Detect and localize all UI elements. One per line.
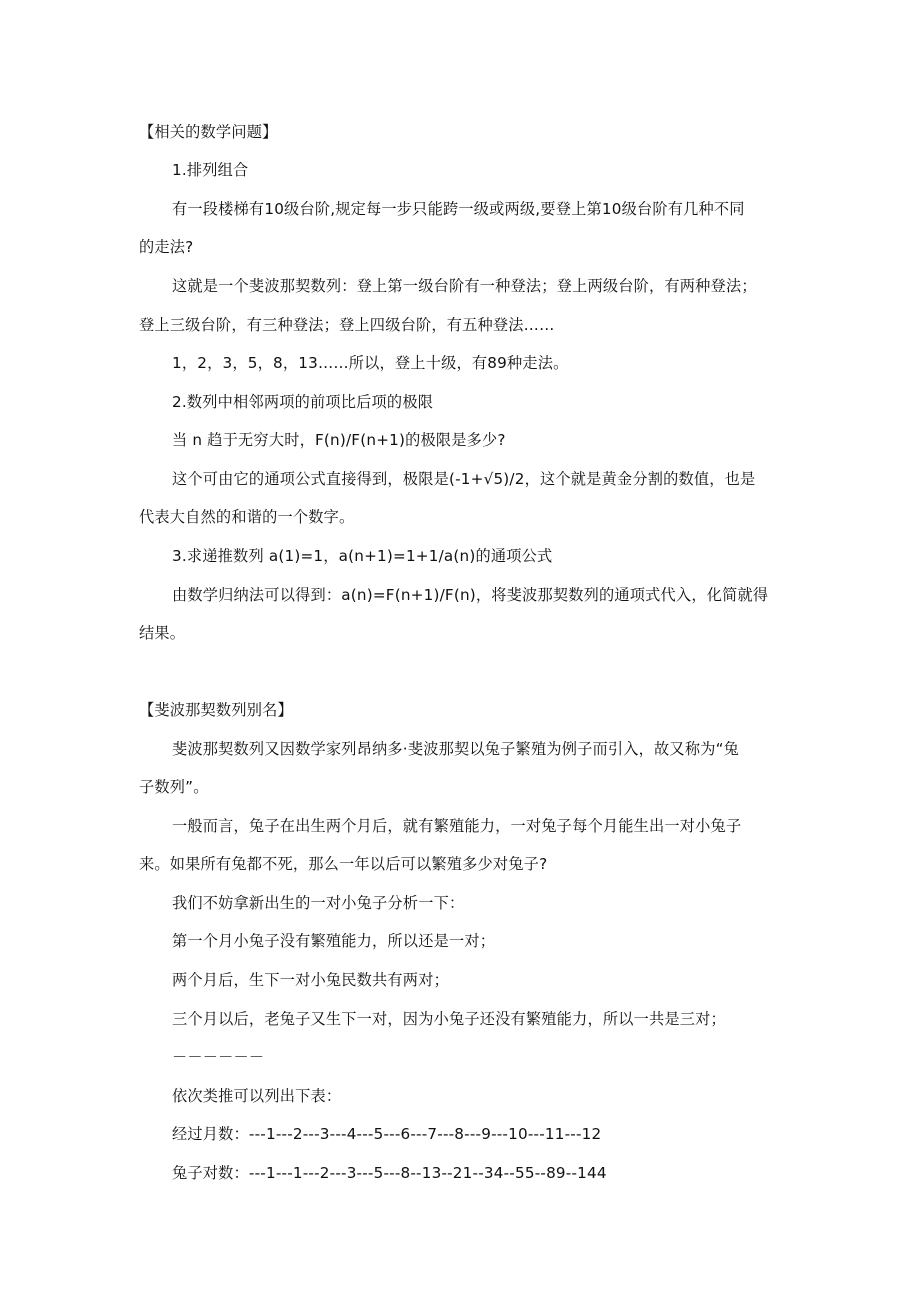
aliases-intro-line-1: 斐波那契数列又因数学家列昂纳多·斐波那契以兔子繁殖为例子而引入，故又称为“兔 xyxy=(172,740,740,758)
section-heading-math-problems: 【相关的数学问题】 xyxy=(139,123,278,141)
problem-1-explanation-line-2: 登上三级台阶，有三种登法；登上四级台阶，有五种登法…… xyxy=(139,316,555,334)
rabbit-general-line-1: 一般而言，兔子在出生两个月后，就有繁殖能力，一对兔子每个月能生出一对小兔子 xyxy=(172,817,742,835)
rabbit-month-3: 三个月以后，老兔子又生下一对，因为小兔子还没有繁殖能力，所以一共是三对； xyxy=(172,1010,726,1028)
problem-1-text-line-1: 有一段楼梯有10级台阶,规定每一步只能跨一级或两级,要登上第10级台阶有几种不同 xyxy=(172,200,745,218)
problem-3-text-line-1: 由数学归纳法可以得到：a(n)=F(n+1)/F(n)，将斐波那契数列的通项式代入，化简就得 xyxy=(172,586,769,604)
problem-2-answer-line-1: 这个可由它的通项公式直接得到，极限是(-1+√5)/2，这个就是黄金分割的数值，也是 xyxy=(172,470,756,488)
rabbit-month-2: 两个月后，生下一对小兔民数共有两对； xyxy=(172,971,449,989)
problem-2-answer-line-2: 代表大自然的和谐的一个数字。 xyxy=(139,508,355,526)
rabbit-analysis: 我们不妨拿新出生的一对小兔子分析一下： xyxy=(172,894,465,912)
problem-1-text-line-2: 的走法? xyxy=(139,238,194,256)
section-heading-aliases: 【斐波那契数列别名】 xyxy=(139,701,293,719)
months-row: 经过月数：---1---2---3---4---5---6---7---8---9---10---11---12 xyxy=(172,1125,602,1143)
problem-2-question: 当 n 趋于无穷大时，F(n)/F(n+1)的极限是多少? xyxy=(172,431,506,449)
aliases-intro-line-2: 子数列”。 xyxy=(139,778,209,796)
rabbit-general-line-2: 来。如果所有兔都不死，那么一年以后可以繁殖多少对兔子? xyxy=(139,855,548,873)
problem-1-explanation-line-1: 这就是一个斐波那契数列：登上第一级台阶有一种登法；登上两级台阶，有两种登法； xyxy=(172,277,757,295)
problem-2-title: 2.数列中相邻两项的前项比后项的极限 xyxy=(172,393,434,411)
problem-1-title: 1.排列组合 xyxy=(172,161,249,179)
dash-separator: －－－－－－ xyxy=(172,1048,265,1066)
rabbit-month-1: 第一个月小兔子没有繁殖能力，所以还是一对； xyxy=(172,932,496,950)
problem-3-title: 3.求递推数列 a(1)=1，a(n+1)=1+1/a(n)的通项公式 xyxy=(172,547,553,565)
problem-3-text-line-2: 结果。 xyxy=(139,624,186,642)
rabbit-pairs-row: 兔子对数：---1---1---2---3---5---8--13--21--34--55--89--144 xyxy=(172,1164,607,1182)
table-intro: 依次类推可以列出下表： xyxy=(172,1087,342,1105)
problem-1-sequence: 1，2，3，5，8，13……所以，登上十级，有89种走法。 xyxy=(172,354,569,372)
